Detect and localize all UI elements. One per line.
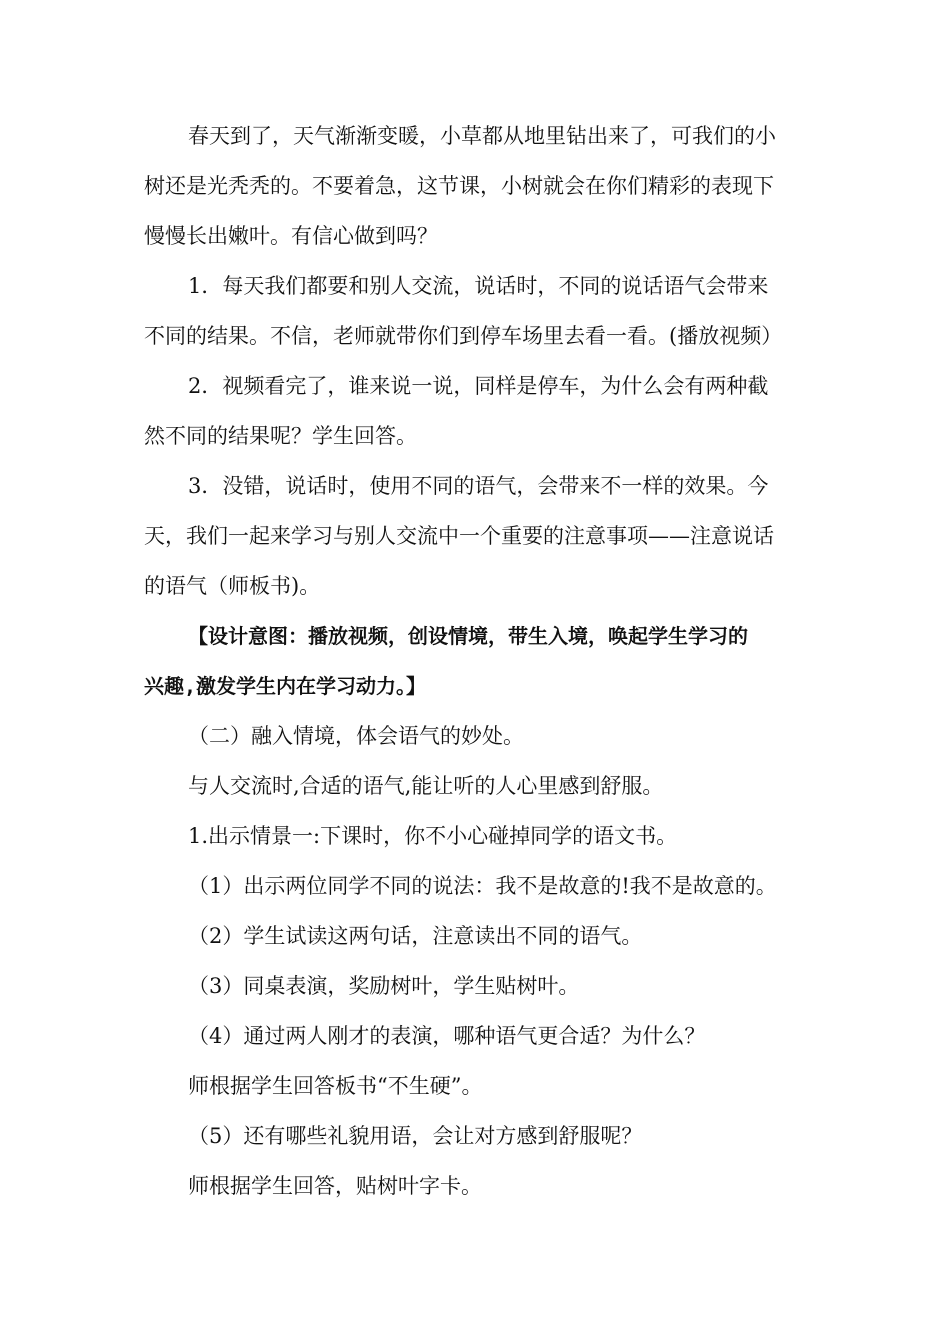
scene-1-item-4: （4）通过两人刚才的表演，哪种语气更合适？为什么？ bbox=[188, 1024, 706, 1048]
scene-1-heading: 1.出示情景一:下课时，你不小心碰掉同学的语文书。 bbox=[188, 824, 678, 848]
paragraph-intro-line-1: 春天到了，天气渐渐变暖，小草都从地里钻出来了，可我们的小 bbox=[188, 124, 776, 148]
scene-1-item-2: （2）学生试读这两句话，注意读出不同的语气。 bbox=[188, 924, 643, 948]
paragraph-intro-line-3: 慢慢长出嫩叶。有信心做到吗？ bbox=[144, 224, 438, 248]
paragraph-step-2-line-2: 然不同的结果呢？学生回答。 bbox=[144, 424, 417, 448]
paragraph-step-3-line-2: 天，我们一起来学习与别人交流中一个重要的注意事项——注意说话 bbox=[144, 524, 774, 548]
paragraph-step-2-line-1: 2．视频看完了，谁来说一说，同样是停车，为什么会有两种截 bbox=[188, 374, 769, 398]
scene-1-item-5-note: 师根据学生回答，贴树叶字卡。 bbox=[188, 1174, 482, 1198]
scene-1-item-3: （3）同桌表演，奖励树叶，学生贴树叶。 bbox=[188, 974, 580, 998]
section-2-heading: （二）融入情境，体会语气的妙处。 bbox=[188, 724, 524, 748]
section-2-intro: 与人交流时,合适的语气,能让听的人心里感到舒服。 bbox=[188, 774, 664, 798]
paragraph-design-intent-line-1: 【设计意图：播放视频，创设情境，带生入境，唤起学生学习的 bbox=[188, 624, 748, 648]
paragraph-intro-line-2: 树还是光秃秃的。不要着急，这节课，小树就会在你们精彩的表现下 bbox=[144, 174, 774, 198]
scene-1-item-1: （1）出示两位同学不同的说法：我不是故意的!我不是故意的。 bbox=[188, 874, 777, 898]
paragraph-step-3-line-3: 的语气（师板书)。 bbox=[144, 574, 321, 598]
paragraph-step-1-line-1: 1．每天我们都要和别人交流，说话时，不同的说话语气会带来 bbox=[188, 274, 769, 298]
paragraph-design-intent-line-2: 兴趣,激发学生内在学习动力。】 bbox=[144, 674, 427, 698]
scene-1-item-5: （5）还有哪些礼貌用语，会让对方感到舒服呢？ bbox=[188, 1124, 643, 1148]
paragraph-step-3-line-1: 3．没错，说话时，使用不同的语气，会带来不一样的效果。今 bbox=[188, 474, 769, 498]
paragraph-step-1-line-2: 不同的结果。不信，老师就带你们到停车场里去看一看。(播放视频） bbox=[144, 324, 783, 348]
scene-1-item-4-note: 师根据学生回答板书“不生硬”。 bbox=[188, 1074, 483, 1098]
